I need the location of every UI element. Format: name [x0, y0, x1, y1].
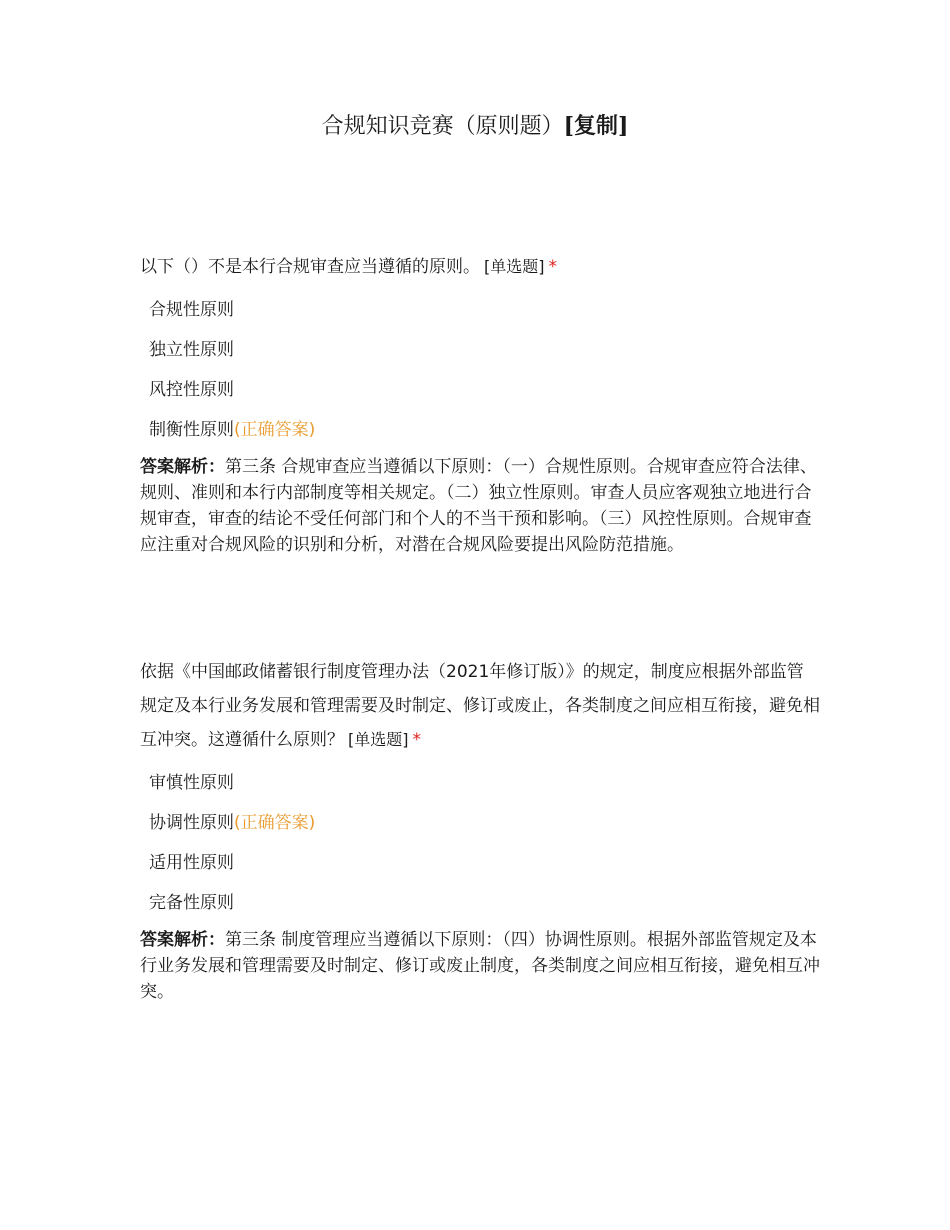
question-2-option-2[interactable] [140, 803, 820, 843]
correct-answer-tag: (正确答案) [234, 420, 316, 440]
question-1-required-mark: * [548, 257, 557, 277]
option-label: 合规性原则 [149, 300, 234, 320]
analysis-text: 第三条 合规审查应当遵循以下原则：（一）合规性原则。合规审查应符合法律、规则、准则和本行内部制度等相关规定。（二）独立性原则。审查人员应客观独立地进行合规审查，审查的结论不受任何部门和个人的不当干预和影响。（三）风控性原则。合规审查应注重对合规风险的识别和分析，对潜在合规风险要提出风险防范措施。 [140, 457, 817, 555]
question-2 [140, 655, 820, 1005]
question-2-required-mark: * [412, 730, 421, 750]
question-1-option-1[interactable] [140, 290, 820, 330]
question-1-type: [单选题] [484, 257, 545, 276]
question-1-text: 以下（）不是本行合规审查应当遵循的原则。 [140, 257, 480, 277]
option-label: 制衡性原则 [149, 420, 234, 440]
analysis-label: 答案解析： [140, 930, 225, 950]
page-title [0, 110, 950, 143]
question-2-options [140, 763, 820, 923]
question-1-options [140, 290, 820, 450]
analysis-text: 第三条 制度管理应当遵循以下原则：（四）协调性原则。根据外部监管规定及本行业务发展和管理需要及时制定、修订或废止制度，各类制度之间应相互衔接，避免相互冲突。 [140, 930, 820, 1002]
question-1 [140, 250, 820, 558]
option-label: 独立性原则 [149, 340, 234, 360]
option-label: 风控性原则 [149, 380, 234, 400]
option-label: 审慎性原则 [149, 773, 234, 793]
option-label: 适用性原则 [149, 853, 234, 873]
question-2-option-3[interactable] [140, 843, 820, 883]
question-2-option-4[interactable] [140, 883, 820, 923]
title-text: 合规知识竞赛（原则题） [321, 114, 564, 139]
question-2-stem [140, 655, 820, 757]
question-2-analysis [140, 927, 820, 1005]
analysis-label: 答案解析： [140, 457, 225, 477]
question-1-option-3[interactable] [140, 370, 820, 410]
option-label: 协调性原则 [149, 813, 234, 833]
question-1-option-4[interactable] [140, 410, 820, 450]
title-copy-tag: [复制] [563, 113, 629, 139]
question-1-analysis [140, 454, 820, 558]
question-1-option-2[interactable] [140, 330, 820, 370]
question-1-stem [140, 250, 820, 284]
question-2-text: 依据《中国邮政储蓄银行制度管理办法（2021年修订版）》的规定，制度应根据外部监管规定及本行业务发展和管理需要及时制定、修订或废止，各类制度之间应相互衔接，避免相互冲突。这遵循什么原则？ [140, 662, 820, 750]
question-2-option-1[interactable] [140, 763, 820, 803]
option-label: 完备性原则 [149, 893, 234, 913]
question-2-type: [单选题] [348, 730, 409, 749]
correct-answer-tag: (正确答案) [234, 813, 316, 833]
